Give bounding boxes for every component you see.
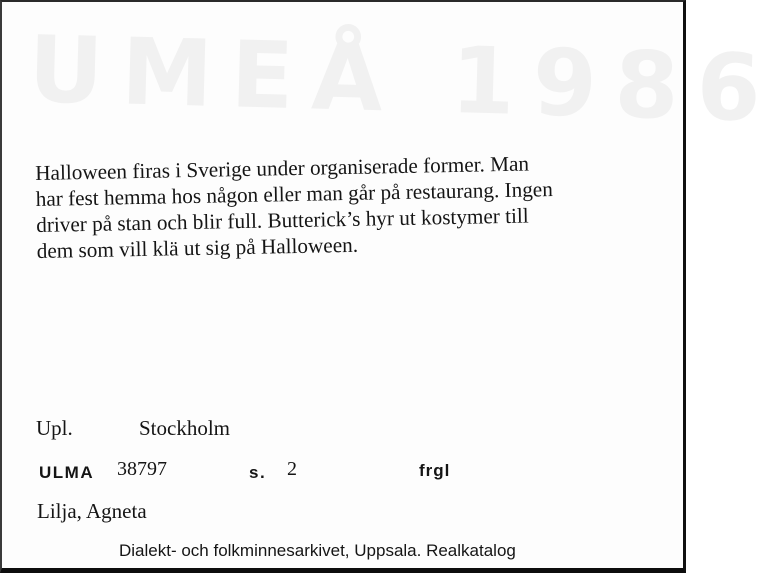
faded-stamp-watermark: UMEÅ 1986	[27, 16, 780, 143]
body-line: Halloween firas i Sverige under organiserade former. Man	[35, 151, 530, 185]
body-line: dem som vill klä ut sig på Halloween.	[36, 232, 359, 263]
card-body-text	[35, 148, 647, 264]
body-line: har fest hemma hos någon eller man går på restaurang. Ingen	[35, 177, 554, 211]
archive-footer: Dialekt- och folkminnesarkivet, Uppsala. Realkatalog	[119, 541, 516, 560]
author-name: Lilja, Agneta	[37, 499, 147, 523]
page-label: s.	[249, 463, 267, 482]
place-name: Stockholm	[139, 416, 231, 440]
ulma-label: ULMA	[39, 463, 95, 482]
ulma-number: 38797	[117, 458, 167, 480]
province-label: Upl.	[36, 416, 73, 440]
body-line: driver på stan och blir full. Butterick’s hyr ut kostymer till	[36, 203, 529, 237]
category-code: frgl	[419, 461, 451, 480]
page-number: 2	[287, 458, 297, 480]
